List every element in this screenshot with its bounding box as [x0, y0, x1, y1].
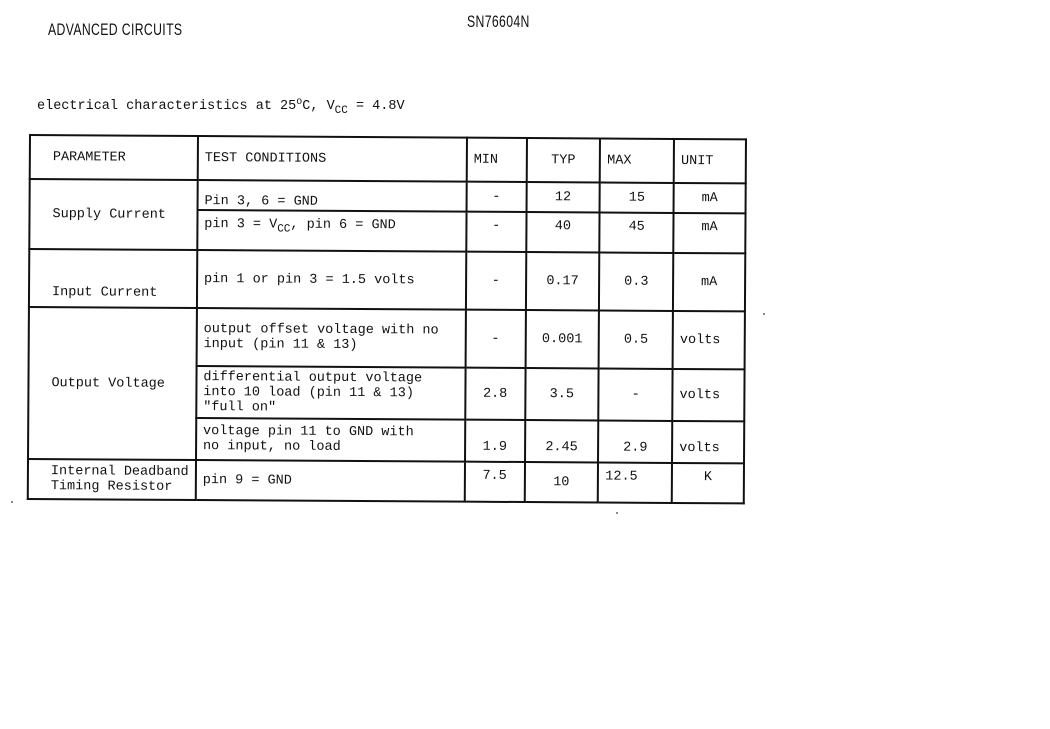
scan-speck: [616, 512, 618, 514]
conditions-subtitle: [37, 97, 405, 117]
unit-cell: mA: [674, 183, 746, 213]
cond-cell: pin 1 or pin 3 = 1.5 volts: [197, 250, 466, 310]
min-cell: 1.9: [465, 420, 525, 462]
param-input-current: Input Current: [29, 249, 197, 308]
param-supply-current: Supply Current: [29, 179, 197, 250]
cond-vcc-sub: CC: [277, 223, 291, 236]
subtitle-degree: o: [296, 97, 303, 108]
max-cell: 2.9: [598, 420, 672, 462]
cond-cell: [196, 308, 465, 368]
table-row: [28, 459, 744, 503]
table-row: [29, 249, 745, 311]
unit-cell: K: [672, 463, 744, 503]
unit-cell: volts: [673, 311, 745, 369]
cond-cell: pin 9 = GND: [196, 460, 465, 502]
subtitle-vcc-sub: CC: [334, 105, 348, 117]
cond-cell: Pin 3, 6 = GND: [197, 180, 466, 212]
subtitle-mid: C, V: [302, 99, 335, 114]
cond-line: "full on": [203, 399, 277, 416]
electrical-characteristics-table: [27, 134, 747, 504]
typ-cell: 0.17: [525, 252, 599, 310]
scan-speck: [11, 501, 13, 503]
scan-speck: [763, 313, 765, 315]
subtitle-suffix: = 4.8V: [347, 99, 405, 114]
max-cell: 12.5: [598, 462, 672, 502]
cond-line: input (pin 11 & 13): [203, 337, 358, 354]
header-parameter: PARAMETER: [30, 135, 198, 180]
unit-cell: volts: [672, 421, 744, 463]
typ-cell: 12: [526, 182, 600, 212]
cond-post: , pin 6 = GND: [290, 217, 396, 234]
typ-cell: 2.45: [525, 420, 599, 462]
max-cell: 0.3: [599, 252, 673, 310]
unit-cell: mA: [673, 213, 745, 253]
min-cell: -: [465, 310, 525, 368]
min-cell: -: [466, 252, 526, 310]
table-row: [30, 179, 746, 213]
min-cell: 7.5: [465, 462, 525, 502]
table-row: [29, 307, 745, 369]
typ-cell: 3.5: [525, 368, 599, 420]
cond-cell: [196, 418, 465, 462]
part-number-header: SN76604N: [467, 12, 530, 31]
max-cell: -: [599, 368, 673, 420]
header-max: MAX: [600, 138, 674, 182]
cond-cell: [197, 210, 466, 252]
typ-cell: 10: [524, 462, 598, 502]
min-cell: 2.8: [465, 368, 525, 420]
cond-line: voltage pin 11 to GND with: [203, 424, 414, 441]
typ-cell: 40: [526, 212, 600, 252]
cond-cell: [196, 366, 465, 420]
unit-cell: volts: [672, 369, 744, 421]
max-cell: 15: [600, 182, 674, 212]
param-deadband: [28, 459, 196, 500]
header-typ: TYP: [526, 138, 600, 182]
cond-line: no input, no load: [202, 439, 341, 455]
min-cell: -: [466, 212, 526, 252]
param-line: Internal Deadband: [50, 464, 189, 480]
cond-line: differential output voltage: [203, 369, 423, 386]
min-cell: -: [466, 182, 526, 212]
company-header: ADVANCED CIRCUITS: [48, 20, 183, 39]
header-conditions: TEST CONDITIONS: [198, 136, 467, 182]
param-output-voltage: Output Voltage: [28, 307, 197, 460]
max-cell: 0.5: [599, 310, 673, 368]
param-line: Timing Resistor: [50, 479, 173, 495]
header-unit: UNIT: [674, 139, 746, 183]
unit-cell: mA: [673, 253, 745, 311]
cond-line: into 10 load (pin 11 & 13): [203, 384, 414, 401]
header-row: [30, 135, 746, 183]
cond-pre: pin 3 = V: [204, 217, 278, 233]
subtitle-prefix: electrical characteristics at 25: [37, 99, 297, 114]
max-cell: 45: [600, 212, 674, 252]
cond-line: output offset voltage with no: [203, 322, 439, 339]
typ-cell: 0.001: [525, 310, 599, 368]
header-min: MIN: [467, 138, 527, 182]
